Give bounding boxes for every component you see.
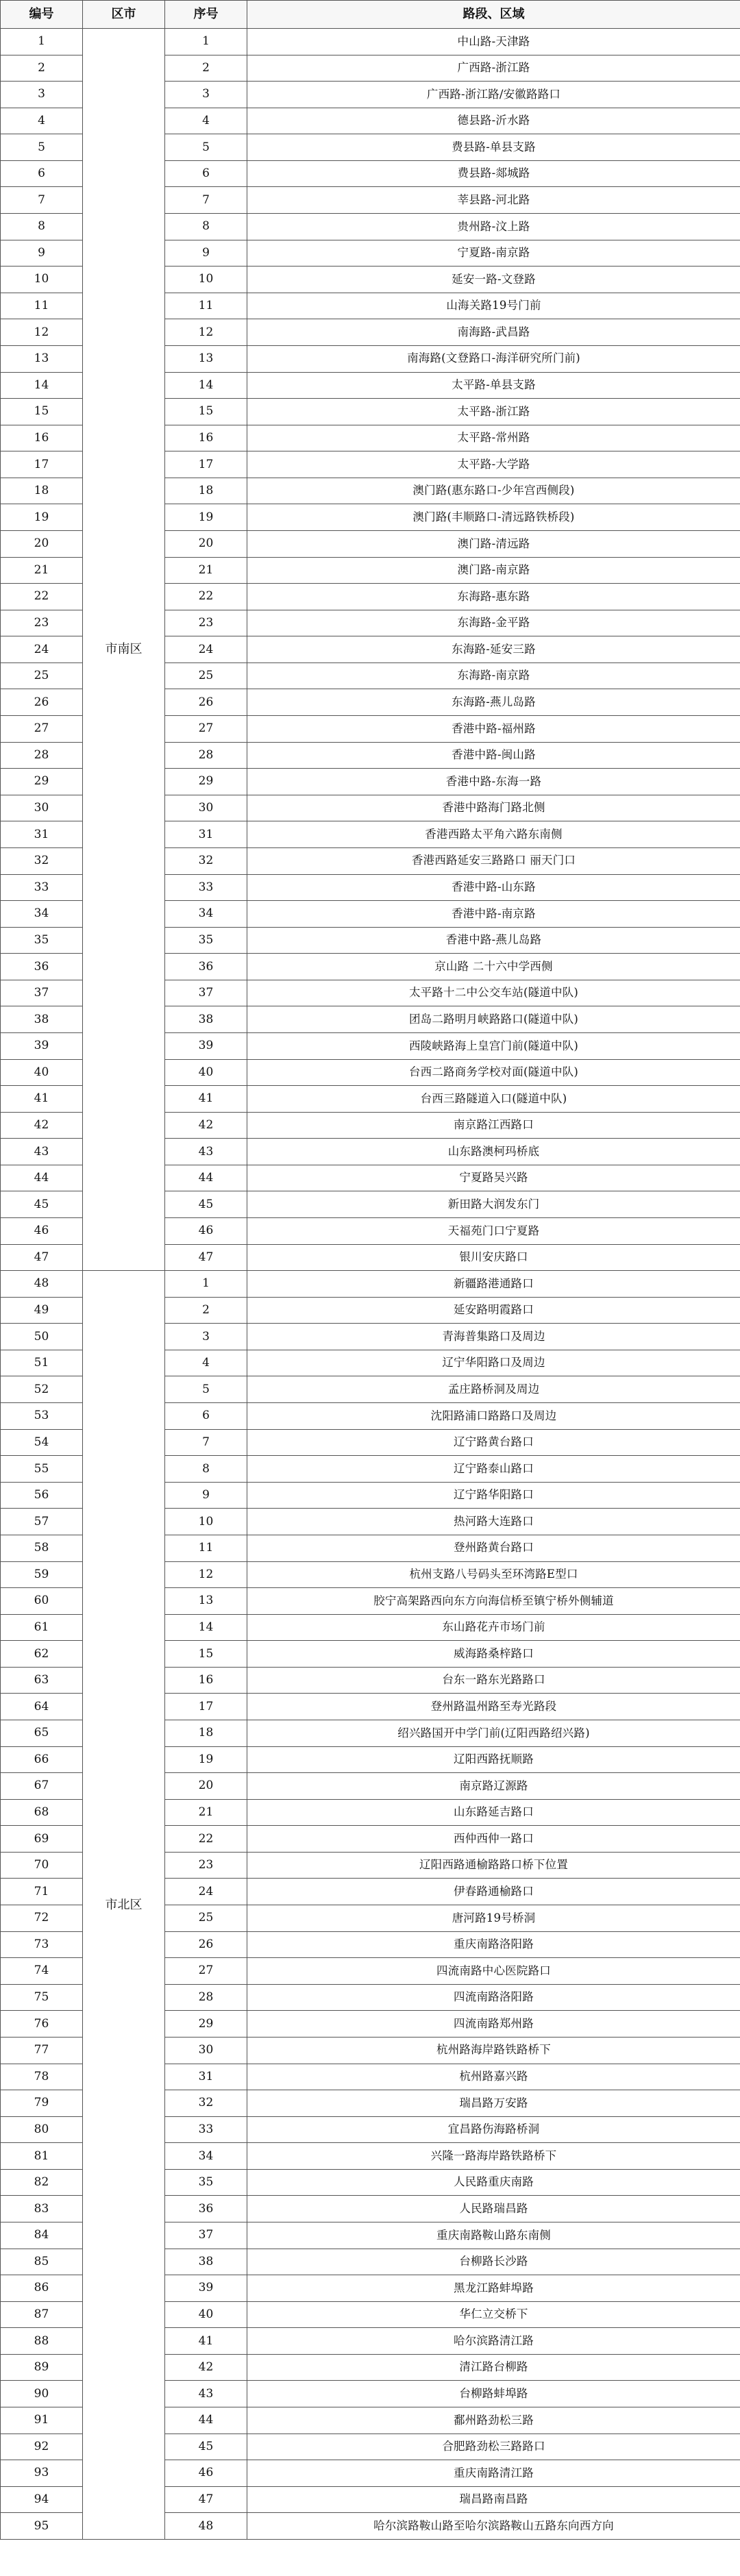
- row-number: 22: [1, 584, 83, 610]
- row-number: 28: [1, 742, 83, 769]
- row-sequence: 4: [165, 1350, 247, 1376]
- row-sequence: 37: [165, 2222, 247, 2249]
- road-section: 南京路辽源路: [247, 1773, 740, 1800]
- road-section: 宁夏路吴兴路: [247, 1165, 740, 1191]
- road-section: 台西二路商务学校对面(隧道中队): [247, 1059, 740, 1086]
- row-sequence: 37: [165, 980, 247, 1006]
- row-sequence: 34: [165, 901, 247, 928]
- row-sequence: 25: [165, 662, 247, 689]
- row-number: 70: [1, 1852, 83, 1879]
- row-sequence: 9: [165, 240, 247, 267]
- road-section: 香港中路-山东路: [247, 874, 740, 901]
- row-number: 51: [1, 1350, 83, 1376]
- row-sequence: 18: [165, 1720, 247, 1747]
- road-section: 瑞昌路南昌路: [247, 2486, 740, 2513]
- road-section: 登州路黄台路口: [247, 1535, 740, 1561]
- row-sequence: 2: [165, 55, 247, 82]
- road-section: 黑龙江路蚌埠路: [247, 2275, 740, 2302]
- row-number: 44: [1, 1165, 83, 1191]
- row-number: 14: [1, 372, 83, 399]
- row-sequence: 42: [165, 2354, 247, 2381]
- road-section: 合肥路劲松三路路口: [247, 2433, 740, 2460]
- district-cell: 市南区: [83, 29, 165, 1271]
- row-sequence: 17: [165, 451, 247, 478]
- row-number: 79: [1, 2090, 83, 2117]
- row-number: 1: [1, 29, 83, 55]
- row-number: 80: [1, 2116, 83, 2143]
- row-sequence: 23: [165, 610, 247, 636]
- row-sequence: 47: [165, 1244, 247, 1271]
- row-sequence: 45: [165, 2433, 247, 2460]
- row-sequence: 22: [165, 584, 247, 610]
- row-number: 86: [1, 2275, 83, 2302]
- row-sequence: 5: [165, 134, 247, 161]
- road-section: 南海路(文登路口-海洋研究所门前): [247, 345, 740, 372]
- road-section: 天福苑门口宁夏路: [247, 1218, 740, 1245]
- row-number: 88: [1, 2328, 83, 2355]
- road-section: 香港西路太平角六路东南侧: [247, 821, 740, 848]
- row-sequence: 38: [165, 1006, 247, 1033]
- road-section: 四流南路中心医院路口: [247, 1958, 740, 1985]
- road-section: 辽阳西路抚顺路: [247, 1746, 740, 1773]
- row-number: 18: [1, 478, 83, 504]
- row-number: 33: [1, 874, 83, 901]
- row-sequence: 12: [165, 319, 247, 346]
- row-number: 23: [1, 610, 83, 636]
- row-sequence: 27: [165, 1958, 247, 1985]
- row-number: 57: [1, 1509, 83, 1535]
- row-number: 90: [1, 2381, 83, 2407]
- row-sequence: 13: [165, 1588, 247, 1615]
- district-cell: 市北区: [83, 1271, 165, 2540]
- row-number: 36: [1, 954, 83, 980]
- road-section: 东海路-燕儿岛路: [247, 689, 740, 716]
- row-number: 26: [1, 689, 83, 716]
- road-section: 辽宁路黄台路口: [247, 1429, 740, 1456]
- row-number: 32: [1, 847, 83, 874]
- row-sequence: 34: [165, 2143, 247, 2170]
- row-number: 56: [1, 1482, 83, 1509]
- row-sequence: 24: [165, 636, 247, 663]
- road-section: 清江路台柳路: [247, 2354, 740, 2381]
- row-sequence: 45: [165, 1191, 247, 1218]
- row-number: 94: [1, 2486, 83, 2513]
- row-number: 48: [1, 1271, 83, 1298]
- road-section: 香港中路-燕儿岛路: [247, 927, 740, 954]
- row-sequence: 1: [165, 29, 247, 55]
- row-sequence: 31: [165, 2064, 247, 2090]
- row-sequence: 3: [165, 1324, 247, 1350]
- row-number: 10: [1, 267, 83, 293]
- row-number: 89: [1, 2354, 83, 2381]
- row-sequence: 5: [165, 1376, 247, 1403]
- row-number: 2: [1, 55, 83, 82]
- row-sequence: 21: [165, 557, 247, 584]
- road-section: 胶宁高架路西向东方向海信桥至镇宁桥外侧辅道: [247, 1588, 740, 1615]
- road-section: 京山路 二十六中学西侧: [247, 954, 740, 980]
- row-number: 66: [1, 1746, 83, 1773]
- road-section: 台西三路隧道入口(隧道中队): [247, 1086, 740, 1113]
- row-number: 64: [1, 1694, 83, 1720]
- row-number: 72: [1, 1905, 83, 1932]
- row-sequence: 14: [165, 1614, 247, 1641]
- row-number: 34: [1, 901, 83, 928]
- row-number: 40: [1, 1059, 83, 1086]
- road-section: 辽宁路华阳路口: [247, 1482, 740, 1509]
- road-section: 中山路-天津路: [247, 29, 740, 55]
- row-number: 65: [1, 1720, 83, 1747]
- row-number: 60: [1, 1588, 83, 1615]
- road-section: 贵州路-汶上路: [247, 214, 740, 240]
- row-sequence: 3: [165, 82, 247, 108]
- road-section: 香港中路-南京路: [247, 901, 740, 928]
- road-section: 宜昌路伤海路桥洞: [247, 2116, 740, 2143]
- row-sequence: 32: [165, 847, 247, 874]
- row-sequence: 10: [165, 267, 247, 293]
- road-section: 唐河路19号桥洞: [247, 1905, 740, 1932]
- road-section: 辽阳西路通榆路路口桥下位置: [247, 1852, 740, 1879]
- row-number: 21: [1, 557, 83, 584]
- road-section: 东海路-南京路: [247, 662, 740, 689]
- row-sequence: 4: [165, 108, 247, 134]
- row-sequence: 20: [165, 530, 247, 557]
- row-sequence: 35: [165, 927, 247, 954]
- table-row: [1, 29, 740, 55]
- row-sequence: 38: [165, 2249, 247, 2275]
- row-sequence: 11: [165, 293, 247, 319]
- row-number: 27: [1, 716, 83, 743]
- row-number: 11: [1, 293, 83, 319]
- row-number: 78: [1, 2064, 83, 2090]
- row-number: 42: [1, 1112, 83, 1139]
- road-section: 延安路明霞路口: [247, 1297, 740, 1324]
- row-sequence: 6: [165, 1403, 247, 1430]
- road-section: 太平路-单县支路: [247, 372, 740, 399]
- road-section: 东海路-金平路: [247, 610, 740, 636]
- road-section: 西陵峡路海上皇宫门前(隧道中队): [247, 1032, 740, 1059]
- road-section: 德县路-沂水路: [247, 108, 740, 134]
- table-body: [1, 29, 740, 2540]
- row-sequence: 42: [165, 1112, 247, 1139]
- row-number: 93: [1, 2460, 83, 2487]
- row-number: 15: [1, 399, 83, 425]
- row-number: 38: [1, 1006, 83, 1033]
- row-sequence: 2: [165, 1297, 247, 1324]
- row-sequence: 48: [165, 2513, 247, 2540]
- row-sequence: 17: [165, 1694, 247, 1720]
- row-sequence: 26: [165, 689, 247, 716]
- road-section: 四流南路洛阳路: [247, 1984, 740, 2011]
- row-sequence: 30: [165, 795, 247, 821]
- road-section: 澳门路-清远路: [247, 530, 740, 557]
- road-section: 山东路延吉路口: [247, 1799, 740, 1826]
- row-number: 19: [1, 504, 83, 531]
- road-section: 新田路大润发东门: [247, 1191, 740, 1218]
- row-sequence: 46: [165, 2460, 247, 2487]
- row-sequence: 44: [165, 2407, 247, 2434]
- row-number: 54: [1, 1429, 83, 1456]
- road-section: 人民路瑞昌路: [247, 2196, 740, 2222]
- row-number: 12: [1, 319, 83, 346]
- row-sequence: 47: [165, 2486, 247, 2513]
- row-number: 81: [1, 2143, 83, 2170]
- road-section: 南海路-武昌路: [247, 319, 740, 346]
- road-section: 山海关路19号门前: [247, 293, 740, 319]
- row-number: 73: [1, 1931, 83, 1958]
- row-number: 53: [1, 1403, 83, 1430]
- row-number: 84: [1, 2222, 83, 2249]
- row-number: 76: [1, 2011, 83, 2038]
- table-header-row: [1, 1, 740, 29]
- row-number: 95: [1, 2513, 83, 2540]
- road-section: 宁夏路-南京路: [247, 240, 740, 267]
- row-sequence: 18: [165, 478, 247, 504]
- road-section: 香港中路-闽山路: [247, 742, 740, 769]
- road-section: 澳门路(丰顺路口-清远路铁桥段): [247, 504, 740, 531]
- row-sequence: 7: [165, 1429, 247, 1456]
- row-sequence: 7: [165, 187, 247, 214]
- row-sequence: 11: [165, 1535, 247, 1561]
- row-number: 16: [1, 425, 83, 451]
- road-section: 台柳路蚌埠路: [247, 2381, 740, 2407]
- row-sequence: 46: [165, 1218, 247, 1245]
- road-section: 费县路-郯城路: [247, 160, 740, 187]
- row-sequence: 28: [165, 742, 247, 769]
- row-sequence: 35: [165, 2169, 247, 2196]
- road-section: 香港中路-东海一路: [247, 769, 740, 795]
- road-section: 山东路澳柯玛桥底: [247, 1139, 740, 1165]
- row-number: 8: [1, 214, 83, 240]
- row-sequence: 12: [165, 1561, 247, 1588]
- row-number: 68: [1, 1799, 83, 1826]
- row-sequence: 43: [165, 1139, 247, 1165]
- row-sequence: 24: [165, 1879, 247, 1905]
- row-number: 43: [1, 1139, 83, 1165]
- row-sequence: 39: [165, 1032, 247, 1059]
- road-section: 台东一路东光路路口: [247, 1667, 740, 1694]
- road-section: 新疆路港通路口: [247, 1271, 740, 1298]
- road-section: 香港中路-福州路: [247, 716, 740, 743]
- row-number: 17: [1, 451, 83, 478]
- row-sequence: 15: [165, 399, 247, 425]
- road-section: 莘县路-河北路: [247, 187, 740, 214]
- row-number: 82: [1, 2169, 83, 2196]
- row-number: 29: [1, 769, 83, 795]
- road-section: 哈尔滨路清江路: [247, 2328, 740, 2355]
- row-sequence: 6: [165, 160, 247, 187]
- row-number: 87: [1, 2301, 83, 2328]
- row-sequence: 36: [165, 2196, 247, 2222]
- table-row: [1, 1271, 740, 1298]
- row-sequence: 22: [165, 1826, 247, 1853]
- road-section: 银川安庆路口: [247, 1244, 740, 1271]
- row-number: 4: [1, 108, 83, 134]
- row-number: 37: [1, 980, 83, 1006]
- row-sequence: 27: [165, 716, 247, 743]
- road-section: 重庆南路鞍山路东南侧: [247, 2222, 740, 2249]
- road-section: 杭州支路八号码头至环湾路E型口: [247, 1561, 740, 1588]
- row-number: 59: [1, 1561, 83, 1588]
- row-number: 62: [1, 1641, 83, 1668]
- row-number: 3: [1, 82, 83, 108]
- row-sequence: 32: [165, 2090, 247, 2117]
- row-number: 67: [1, 1773, 83, 1800]
- row-sequence: 19: [165, 1746, 247, 1773]
- row-sequence: 29: [165, 2011, 247, 2038]
- road-section: 重庆南路清江路: [247, 2460, 740, 2487]
- road-section: 杭州路海岸路铁路桥下: [247, 2037, 740, 2064]
- row-sequence: 10: [165, 1509, 247, 1535]
- road-section: 哈尔滨路鞍山路至哈尔滨路鞍山五路东向西方向: [247, 2513, 740, 2540]
- row-number: 69: [1, 1826, 83, 1853]
- row-number: 58: [1, 1535, 83, 1561]
- row-sequence: 29: [165, 769, 247, 795]
- row-sequence: 43: [165, 2381, 247, 2407]
- row-number: 25: [1, 662, 83, 689]
- road-section: 广西路-浙江路/安徽路路口: [247, 82, 740, 108]
- road-section: 东海路-惠东路: [247, 584, 740, 610]
- row-number: 71: [1, 1879, 83, 1905]
- road-section: 辽宁路泰山路口: [247, 1456, 740, 1483]
- row-sequence: 33: [165, 874, 247, 901]
- road-section: 团岛二路明月峡路路口(隧道中队): [247, 1006, 740, 1033]
- row-sequence: 13: [165, 345, 247, 372]
- row-number: 39: [1, 1032, 83, 1059]
- row-sequence: 21: [165, 1799, 247, 1826]
- row-sequence: 40: [165, 1059, 247, 1086]
- row-number: 74: [1, 1958, 83, 1985]
- road-section: 太平路十二中公交车站(隧道中队): [247, 980, 740, 1006]
- row-sequence: 30: [165, 2037, 247, 2064]
- row-sequence: 15: [165, 1641, 247, 1668]
- road-section: 瑞昌路万安路: [247, 2090, 740, 2117]
- road-section: 四流南路郑州路: [247, 2011, 740, 2038]
- row-sequence: 33: [165, 2116, 247, 2143]
- header-sequence: 序号: [165, 1, 247, 29]
- road-section: 太平路-常州路: [247, 425, 740, 451]
- row-sequence: 8: [165, 214, 247, 240]
- row-sequence: 28: [165, 1984, 247, 2011]
- road-section: 登州路温州路至寿光路段: [247, 1694, 740, 1720]
- row-number: 63: [1, 1667, 83, 1694]
- road-section: 杭州路嘉兴路: [247, 2064, 740, 2090]
- row-sequence: 26: [165, 1931, 247, 1958]
- row-sequence: 16: [165, 425, 247, 451]
- row-number: 13: [1, 345, 83, 372]
- row-sequence: 31: [165, 821, 247, 848]
- row-sequence: 39: [165, 2275, 247, 2302]
- row-number: 35: [1, 927, 83, 954]
- row-sequence: 20: [165, 1773, 247, 1800]
- row-sequence: 25: [165, 1905, 247, 1932]
- row-sequence: 19: [165, 504, 247, 531]
- road-section: 兴隆一路海岸路铁路桥下: [247, 2143, 740, 2170]
- row-number: 9: [1, 240, 83, 267]
- road-section: 沈阳路浦口路路口及周边: [247, 1403, 740, 1430]
- row-sequence: 16: [165, 1667, 247, 1694]
- road-section: 西仲西仲一路口: [247, 1826, 740, 1853]
- row-number: 31: [1, 821, 83, 848]
- road-section: 太平路-浙江路: [247, 399, 740, 425]
- row-number: 75: [1, 1984, 83, 2011]
- road-section: 绍兴路国开中学门前(辽阳西路绍兴路): [247, 1720, 740, 1747]
- row-number: 30: [1, 795, 83, 821]
- row-sequence: 1: [165, 1271, 247, 1298]
- row-number: 41: [1, 1086, 83, 1113]
- road-section: 青海普集路口及周边: [247, 1324, 740, 1350]
- row-sequence: 44: [165, 1165, 247, 1191]
- row-number: 50: [1, 1324, 83, 1350]
- row-sequence: 41: [165, 2328, 247, 2355]
- row-number: 7: [1, 187, 83, 214]
- road-section: 费县路-单县支路: [247, 134, 740, 161]
- road-section: 重庆南路洛阳路: [247, 1931, 740, 1958]
- row-number: 83: [1, 2196, 83, 2222]
- road-section: 威海路桑梓路口: [247, 1641, 740, 1668]
- row-number: 49: [1, 1297, 83, 1324]
- row-number: 91: [1, 2407, 83, 2434]
- row-number: 6: [1, 160, 83, 187]
- row-sequence: 23: [165, 1852, 247, 1879]
- road-section: 台柳路长沙路: [247, 2249, 740, 2275]
- row-sequence: 8: [165, 1456, 247, 1483]
- row-number: 52: [1, 1376, 83, 1403]
- road-section: 延安一路-文登路: [247, 267, 740, 293]
- row-number: 5: [1, 134, 83, 161]
- row-number: 20: [1, 530, 83, 557]
- header-district: 区市: [83, 1, 165, 29]
- header-road-section: 路段、区域: [247, 1, 740, 29]
- row-number: 47: [1, 1244, 83, 1271]
- road-section: 南京路江西路口: [247, 1112, 740, 1139]
- road-section: 热河路大连路口: [247, 1509, 740, 1535]
- road-section: 华仁立交桥下: [247, 2301, 740, 2328]
- row-number: 55: [1, 1456, 83, 1483]
- road-section: 东山路花卉市场门前: [247, 1614, 740, 1641]
- row-number: 61: [1, 1614, 83, 1641]
- header-number: 编号: [1, 1, 83, 29]
- row-number: 92: [1, 2433, 83, 2460]
- row-number: 85: [1, 2249, 83, 2275]
- road-section: 孟庄路桥洞及周边: [247, 1376, 740, 1403]
- row-number: 46: [1, 1218, 83, 1245]
- row-sequence: 14: [165, 372, 247, 399]
- road-section: 澳门路(惠东路口-少年宫西侧段): [247, 478, 740, 504]
- road-section: 太平路-大学路: [247, 451, 740, 478]
- road-section: 香港西路延安三路路口 丽天门口: [247, 847, 740, 874]
- row-sequence: 40: [165, 2301, 247, 2328]
- row-sequence: 9: [165, 1482, 247, 1509]
- row-number: 45: [1, 1191, 83, 1218]
- row-sequence: 36: [165, 954, 247, 980]
- road-section: 广西路-浙江路: [247, 55, 740, 82]
- road-section: 香港中路海门路北侧: [247, 795, 740, 821]
- road-section: 东海路-延安三路: [247, 636, 740, 663]
- road-section: 鄱州路劲松三路: [247, 2407, 740, 2434]
- road-section: 人民路重庆南路: [247, 2169, 740, 2196]
- row-number: 24: [1, 636, 83, 663]
- row-sequence: 41: [165, 1086, 247, 1113]
- road-section: 澳门路-南京路: [247, 557, 740, 584]
- row-number: 77: [1, 2037, 83, 2064]
- road-section: 伊春路通榆路口: [247, 1879, 740, 1905]
- road-section: 辽宁华阳路口及周边: [247, 1350, 740, 1376]
